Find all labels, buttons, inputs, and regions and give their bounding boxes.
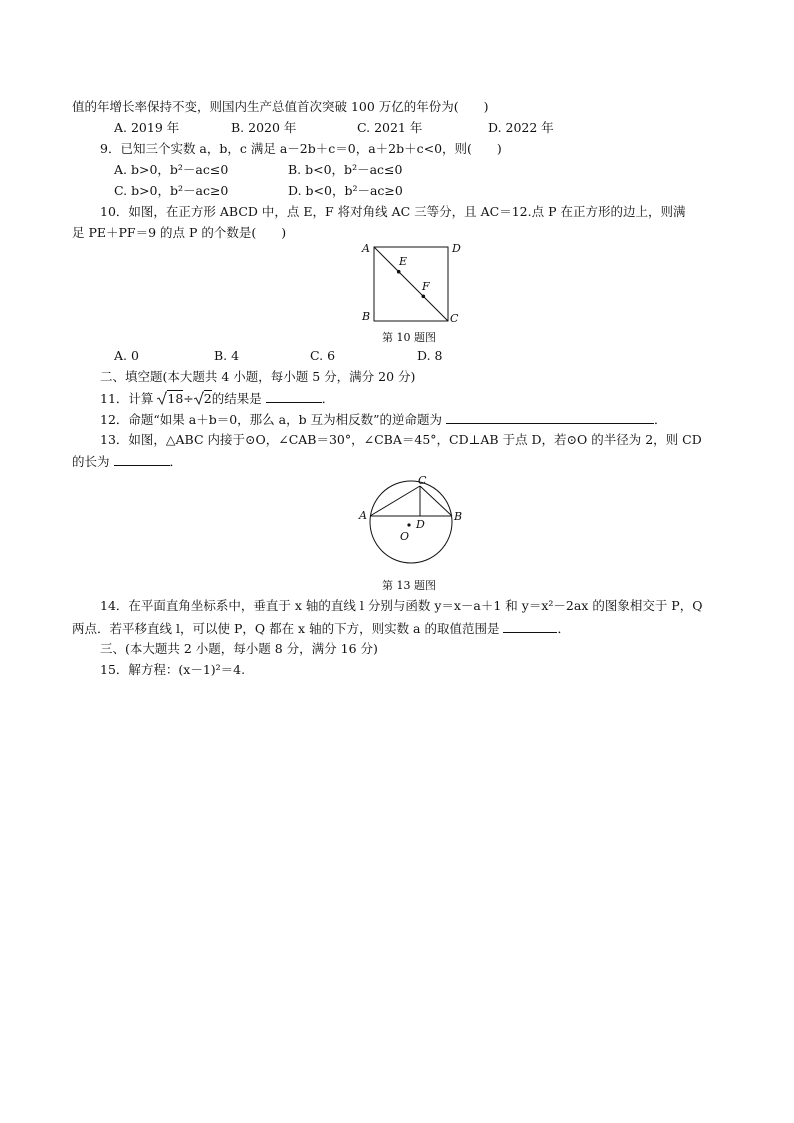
q10-stem-line2: 足 PE＋PF＝9 的点 P 的个数是( ) [72, 225, 287, 240]
point-e [397, 270, 401, 274]
q8-stem-tail: 值的年增长率保持不变，则国内生产总值首次突破 100 万亿的年份为( ) [72, 99, 489, 114]
point-f [422, 295, 426, 299]
label-a: A [362, 242, 370, 255]
q13-line2: 的长为 [72, 454, 110, 469]
q10-option-b: B. 4 [214, 348, 240, 363]
q11-operator: ÷ [183, 391, 194, 406]
q11-prefix: 11．计算 [100, 391, 154, 406]
label-b: B [454, 510, 463, 523]
q8-option-c: C. 2021 年 [357, 120, 423, 135]
label-d: D [416, 518, 425, 531]
label-a: A [359, 509, 367, 522]
q11-end: ． [321, 391, 335, 406]
q14-end: ． [557, 621, 570, 636]
q9-option-c: C. b>0，b²－ac≥0 [114, 183, 229, 198]
q13-answer-blank[interactable] [114, 453, 170, 466]
label-o: O [400, 530, 410, 543]
segment-cb [420, 486, 452, 516]
section-3-heading: 三、(本大题共 2 小题，每小题 8 分，满分 16 分) [100, 641, 378, 656]
label-b: B [362, 310, 371, 323]
q9-option-d: D. b<0，b²－ac≥0 [288, 183, 403, 198]
q8-option-b: B. 2020 年 [231, 120, 297, 135]
q14-line1: 14．在平面直角坐标系中，垂直于 x 轴的直线 l 分别与函数 y＝x－a＋1 和 y＝x²－2ax 的图象相交于 P，Q [100, 598, 703, 613]
q9-option-a: A. b>0，b²－ac≤0 [114, 162, 229, 177]
q8-option-a: A. 2019 年 [114, 120, 180, 135]
label-c: C [450, 312, 459, 324]
q10-option-a: A. 0 [114, 348, 139, 363]
q10-options [114, 348, 454, 364]
q9-options-row1 [114, 162, 414, 178]
q11-suffix: 的结果是 [211, 391, 262, 406]
q9-stem: 9．已知三个实数 a，b，c 满足 a－2b＋c＝0，a＋2b＋c<0，则( ) [100, 141, 502, 156]
q14-line2-wrap [72, 620, 570, 637]
q11-radicand-1: 18 [167, 391, 184, 406]
q13-caption: 第 13 题图 [382, 579, 436, 592]
q12-text: 12．命题“如果 a＋b＝0，那么 a，b 互为相反数”的逆命题为 [100, 412, 442, 427]
q13-line1: 13．如图，△ABC 内接于⊙O，∠CAB＝30°，∠CBA＝45°，CD⊥AB 于点 D，若⊙O 的半径为 2，则 CD [100, 432, 702, 447]
q15-text: 15．解方程：(x－1)²＝4. [100, 662, 246, 677]
q11-line [100, 390, 334, 407]
q14-answer-blank[interactable] [503, 620, 557, 633]
label-d: D [452, 242, 461, 255]
sqrt-icon [157, 391, 167, 405]
q8-option-d: D. 2022 年 [488, 120, 554, 135]
section-2-heading: 二、填空题(本大题共 4 小题，每小题 5 分，满分 20 分) [100, 369, 416, 384]
q10-caption: 第 10 题图 [382, 331, 436, 344]
sqrt-icon [194, 391, 204, 405]
q10-option-d: D. 8 [417, 348, 443, 363]
label-c: C [418, 474, 427, 487]
q14-line2: 两点．若平移直线 l，可以使 P，Q 都在 x 轴的下方，则实数 a 的取值范围是 [72, 621, 500, 636]
q9-option-b: B. b<0，b²－ac≤0 [288, 162, 403, 177]
q12-answer-blank[interactable] [446, 411, 654, 424]
q13-end: ． [169, 454, 183, 469]
q12-end: ． [653, 412, 667, 427]
q13-circle-figure [356, 474, 466, 570]
q12-line [100, 411, 666, 428]
q10-option-c: C. 6 [310, 348, 336, 363]
center-o [407, 523, 410, 526]
q10-stem-line1: 10．如图，在正方形 ABCD 中，点 E，F 将对角线 AC 三等分，且 AC＝12.点 P 在正方形的边上，则满 [100, 204, 686, 219]
q9-options-row2 [114, 183, 414, 199]
q8-options [114, 120, 574, 136]
q13-line2-wrap [72, 453, 182, 470]
q10-square-figure [356, 238, 466, 324]
diagonal-ac [374, 247, 448, 321]
q11-answer-blank[interactable] [266, 390, 322, 403]
q11-radicand-2: 2 [203, 391, 212, 406]
label-f: F [422, 280, 430, 293]
circle-o [370, 481, 452, 563]
label-e: E [399, 255, 408, 268]
segment-ac [370, 486, 420, 516]
